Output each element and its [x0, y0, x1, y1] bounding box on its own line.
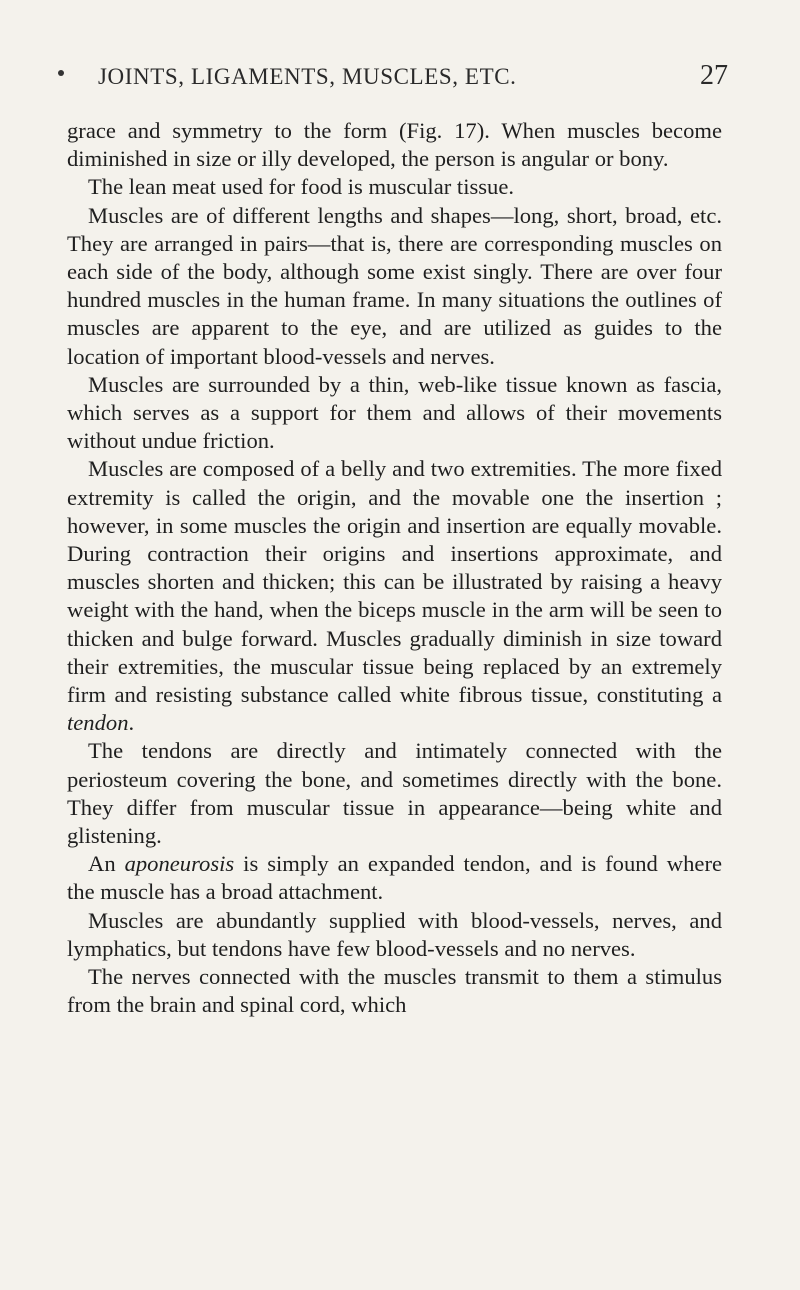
paragraph: The lean meat used for food is muscular tissue. — [88, 174, 515, 200]
margin-mark — [58, 70, 64, 76]
paragraph: Muscles are surrounded by a thin, web-like tissue known as fascia, which serves as a support for them and allows of their movements without undue friction. — [67, 371, 722, 454]
paragraph: Muscles are of different lengths and shapes—long, short, broad, etc. They are arranged in pairs—that is, there are corresponding muscles on each side of the body, although some exist singly. There are over four hundred muscles in the human frame. In many situations the outlines of muscles are apparent to the eye, and are utilized as guides to the location of important blood-vessels and nerves. — [67, 202, 722, 369]
body-text — [67, 117, 722, 1020]
running-head-title: JOINTS, LIGAMENTS, MUSCLES, ETC. — [98, 64, 517, 89]
paragraph: Muscles are composed of a belly and two extremities. The more fixed extremity is called the origin, and the movable one the insertion ; however, in some muscles the origin and insertion are equally movable. During contraction their origins and insertions approximate, and muscles shorten and thicken; this can be illustrated by raising a heavy weight with the hand, when the biceps muscle in the arm will be seen to thicken and bulge forward. Muscles gradually diminish in size toward their extremities, the muscular tissue being replaced by an extremely firm and resisting substance called white fibrous tissue, constituting a tendon. — [67, 456, 722, 736]
paragraph: Muscles are abundantly supplied with blood-vessels, nerves, and lymphatics, but tendons have few blood-vessels and no nerves. — [67, 907, 722, 961]
running-head — [98, 60, 728, 94]
paragraph: An aponeurosis is simply an expanded tendon, and is found where the muscle has a broad attachment. — [67, 851, 722, 905]
paragraph: grace and symmetry to the form (Fig. 17). When muscles become diminished in size or illy developed, the person is angular or bony. — [67, 118, 722, 172]
italic-term: tendon — [67, 710, 129, 736]
paragraph: The nerves connected with the muscles transmit to them a stimulus from the brain and spinal cord, which — [67, 964, 722, 1018]
paragraph: The tendons are directly and intimately connected with the periosteum covering the bone, and sometimes directly with the bone. They differ from muscular tissue in appearance—being white and glistening. — [67, 738, 722, 849]
italic-term: aponeurosis — [124, 851, 235, 877]
page-number: 27 — [700, 60, 728, 91]
